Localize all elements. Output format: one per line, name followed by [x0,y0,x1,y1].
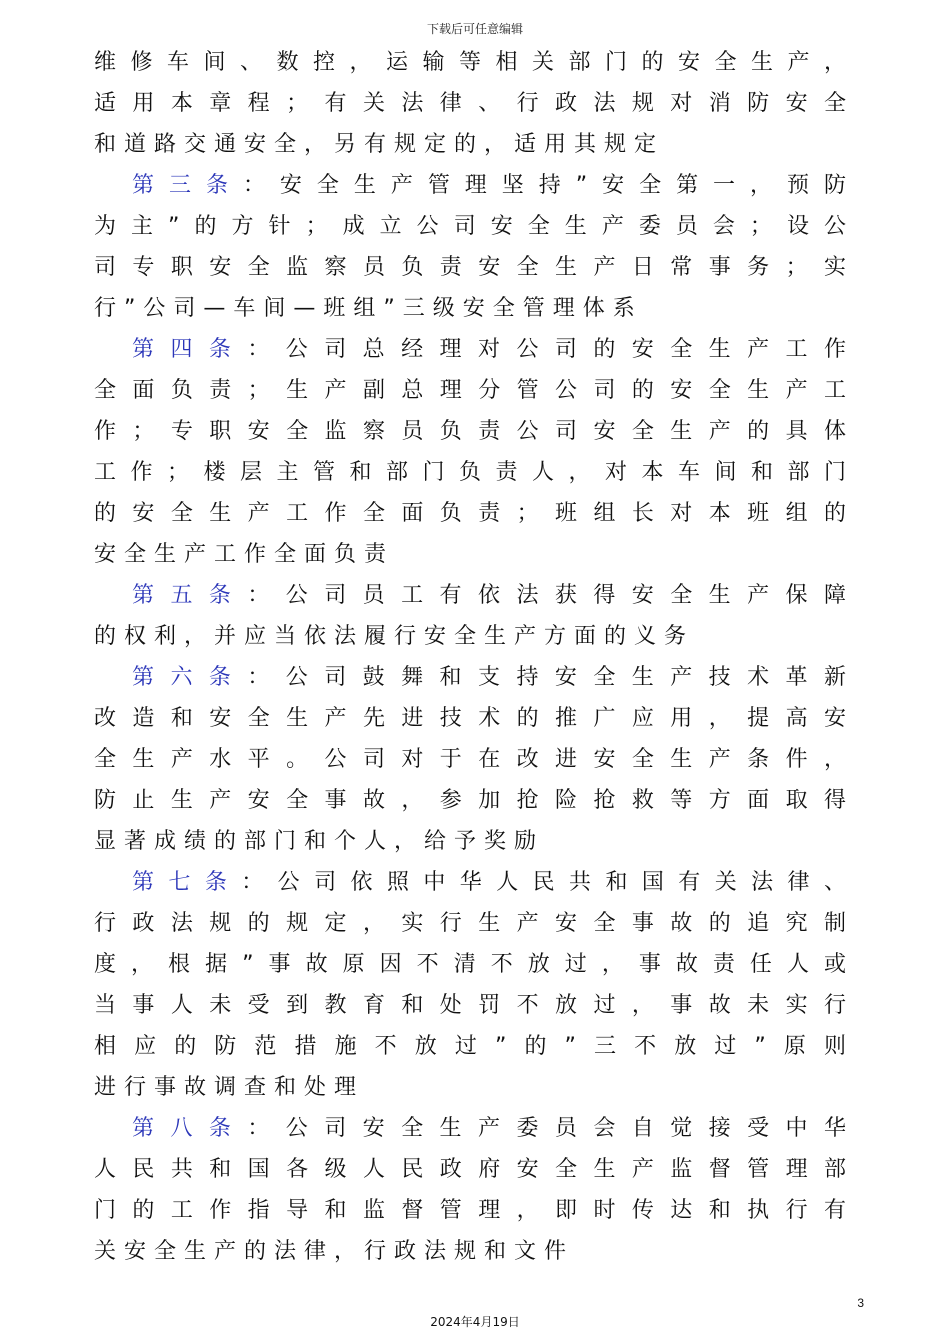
line-text: 的权利，并应当依法履行安全生产方面的义务 [94,624,695,649]
text-line [94,329,854,370]
line-text: 全生产水平。公司对于在改进安全生产条件， [94,747,854,772]
text-line [94,288,854,329]
text-line [94,493,854,534]
text-line [94,1231,854,1272]
text-line [94,698,854,739]
text-line [94,862,854,903]
line-text: 的安全生产工作全面负责；班组长对本班组的 [94,501,854,526]
text-line [94,944,854,985]
line-text: 为主”的方针；成立公司安全生产委员会；设公 [94,214,854,239]
line-text: 和道路交通安全，另有规定的，适用其规定 [94,132,665,157]
line-text: 全面负责；生产副总理分管公司的安全生产工 [94,378,854,403]
text-line [94,1108,854,1149]
line-text: 行政法规的规定，实行生产安全事故的追究制 [94,911,854,936]
text-line [94,821,854,862]
text-line [94,575,854,616]
line-text: 行”公司—车间—班组”三级安全管理体系 [94,296,643,321]
article-number: 第八条 [132,1116,248,1141]
line-text: 适用本章程；有关法律、行政法规对消防安全 [94,91,854,116]
article-number: 第七条 [132,870,242,895]
line-text: ：公司鼓舞和支持安全生产技术革新 [247,665,854,690]
line-text: 作；专职安全监察员负责公司安全生产的具体 [94,419,854,444]
text-line [94,985,854,1026]
line-text: 度，根据”事故原因不清不放过，事故责任人或 [94,952,854,977]
text-line [94,903,854,944]
text-line [94,616,854,657]
page-footer-date: 2024年4月19日 [430,1315,520,1329]
text-line [94,1149,854,1190]
article-number: 第三条 [132,173,243,198]
text-line [94,42,854,83]
text-line [94,1067,854,1108]
line-text: 关安全生产的法律，行政法规和文件 [94,1239,575,1264]
line-text: 防止生产安全事故，参加抢险抢救等方面取得 [94,788,854,813]
text-line [94,206,854,247]
page-header: 下载后可任意编辑 [426,22,523,36]
text-line [94,83,854,124]
line-text: 维修车间、数控，运输等相关部门的安全生产， [94,50,854,75]
line-text: 相应的防范措施不放过”的”三不放过”原则 [94,1034,854,1059]
text-line [94,247,854,288]
line-text: ：公司员工有依法获得安全生产保障 [247,583,854,608]
article-number: 第四条 [132,337,248,362]
text-line [94,370,854,411]
line-text: 安全生产工作全面负责 [94,542,395,567]
text-line [94,124,854,165]
line-text: 显著成绩的部门和个人，给予奖励 [94,829,545,854]
text-line [94,1190,854,1231]
line-text: 工作；楼层主管和部门负责人，对本车间和部门 [94,460,854,485]
article-number: 第五条 [132,583,248,608]
document-body [94,42,854,1272]
line-text: ：公司总经理对公司的安全生产工作 [247,337,854,362]
text-line [94,1026,854,1067]
line-text: 改造和安全生产先进技术的推广应用，提高安 [94,706,854,731]
text-line [94,780,854,821]
line-text: ：安全生产管理坚持”安全第一，预防 [242,173,854,198]
line-text: ：公司安全生产委员会自觉接受中华 [247,1116,854,1141]
text-line [94,411,854,452]
page-number: 3 [857,1296,864,1310]
text-line [94,657,854,698]
line-text: 司专职安全监察员负责安全生产日常事务；实 [94,255,854,280]
text-line [94,452,854,493]
text-line [94,534,854,575]
line-text: 门的工作指导和监督管理，即时传达和执行有 [94,1198,854,1223]
text-line [94,739,854,780]
text-line [94,165,854,206]
article-number: 第六条 [132,665,248,690]
line-text: 人民共和国各级人民政府安全生产监督管理部 [94,1157,854,1182]
line-text: 当事人未受到教育和处罚不放过，事故未实行 [94,993,854,1018]
line-text: ：公司依照中华人民共和国有关法律、 [241,870,854,895]
line-text: 进行事故调查和处理 [94,1075,365,1100]
